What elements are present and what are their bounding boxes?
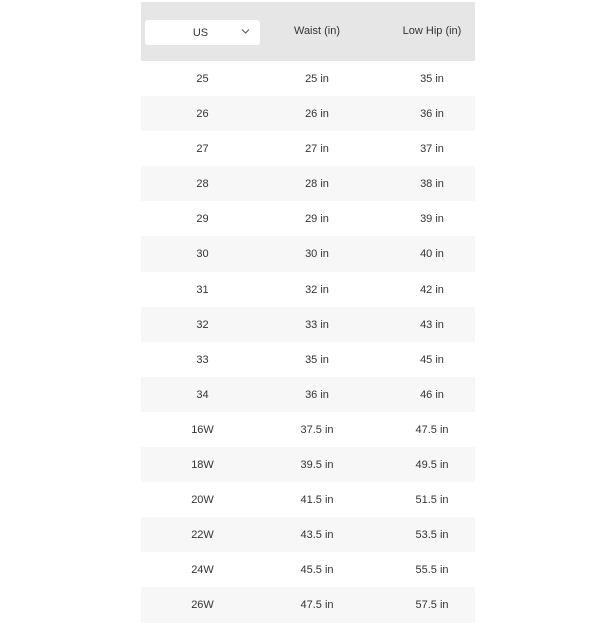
cell-low-hip: 39 in [420, 213, 444, 226]
table-body [141, 61, 475, 623]
cell-size: 18W [191, 459, 214, 472]
table-row [141, 166, 475, 201]
cell-size: 25 [196, 73, 209, 85]
cell-size: 33 [196, 353, 209, 366]
cell-size: 31 [196, 283, 209, 296]
cell-size: 26 [196, 108, 209, 121]
cell-size: 29 [196, 213, 209, 226]
cell-waist: 47.5 in [300, 599, 334, 612]
cell-low-hip: 36 in [420, 108, 444, 121]
cell-low-hip: 40 in [420, 248, 444, 261]
table-row [141, 517, 475, 552]
cell-low-hip: 38 in [420, 178, 444, 191]
cell-size: 24W [191, 564, 214, 577]
cell-waist: 45.5 in [300, 564, 334, 577]
cell-low-hip: 55.5 in [415, 564, 449, 577]
cell-low-hip: 42 in [420, 283, 444, 296]
cell-size: 16W [191, 423, 214, 436]
cell-waist: 39.5 in [300, 459, 334, 472]
cell-low-hip: 51.5 in [415, 494, 449, 507]
cell-low-hip: 35 in [420, 73, 444, 85]
table-row [141, 96, 475, 131]
table-row [141, 482, 475, 517]
cell-size: 30 [196, 248, 209, 261]
cell-waist: 26 in [305, 108, 329, 121]
table-header-row [141, 2, 475, 61]
unit-select-value: US [192, 26, 209, 39]
cell-size: 34 [196, 388, 209, 401]
cell-size: 32 [196, 318, 209, 331]
table-row [141, 587, 475, 622]
cell-low-hip: 49.5 in [415, 459, 449, 472]
cell-waist: 33 in [305, 318, 329, 331]
table-row [141, 272, 475, 307]
unit-select-dropdown[interactable] [145, 20, 260, 45]
cell-low-hip: 53.5 in [415, 529, 449, 542]
table-row [141, 342, 475, 377]
column-header-waist: Waist (in) [293, 25, 341, 37]
cell-waist: 28 in [305, 178, 329, 191]
cell-waist: 27 in [305, 143, 329, 156]
cell-low-hip: 47.5 in [415, 423, 449, 436]
table-row [141, 61, 475, 96]
cell-waist: 41.5 in [300, 494, 334, 507]
cell-low-hip: 46 in [420, 388, 444, 401]
cell-size: 22W [191, 529, 214, 542]
cell-low-hip: 57.5 in [415, 599, 449, 612]
table-row [141, 131, 475, 166]
cell-waist: 25 in [305, 73, 329, 85]
table-row [141, 236, 475, 271]
cell-waist: 29 in [305, 213, 329, 226]
table-row [141, 412, 475, 447]
cell-waist: 37.5 in [300, 423, 334, 436]
column-header-low-hip: Low Hip (in) [402, 25, 462, 37]
table-row [141, 377, 475, 412]
cell-low-hip: 37 in [420, 143, 444, 156]
cell-waist: 30 in [305, 248, 329, 261]
size-chart-table [141, 2, 475, 623]
cell-low-hip: 45 in [420, 353, 444, 366]
cell-waist: 43.5 in [300, 529, 334, 542]
table-row [141, 201, 475, 236]
chevron-down-icon [241, 28, 250, 35]
cell-waist: 32 in [305, 283, 329, 296]
table-row [141, 552, 475, 587]
cell-waist: 35 in [305, 353, 329, 366]
table-row [141, 447, 475, 482]
cell-low-hip: 43 in [420, 318, 444, 331]
table-row [141, 307, 475, 342]
cell-waist: 36 in [305, 388, 329, 401]
cell-size: 26W [191, 599, 214, 612]
cell-size: 20W [191, 494, 214, 507]
cell-size: 28 [196, 178, 209, 191]
cell-size: 27 [196, 143, 209, 156]
